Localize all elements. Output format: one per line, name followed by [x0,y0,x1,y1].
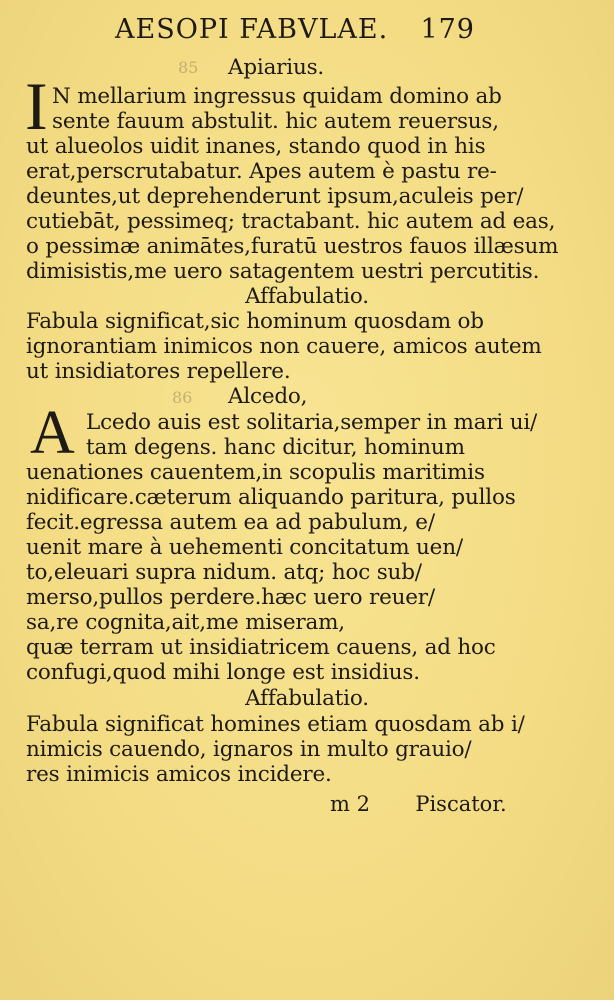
catchword: Piscator. [415,792,507,816]
fable-number-margin: 86 [172,388,193,407]
text-line: o pessimæ animātes,furatū uestros fauos illæsum [26,234,559,259]
text-line: cutiebāt, pessimeq; tractabant. hic autem ad eas, [26,209,556,234]
text-line: fecit.egressa autem ea ad pabulum, e/ [26,510,435,535]
text-line: to,eleuari supra nidum. atq; hoc sub/ [26,560,422,585]
text-line: nidificare.cæterum aliquando paritura, pullos [26,485,516,510]
moral-line: res inimicis amicos incidere. [26,762,332,787]
text-line: erat,perscrutabatur. Apes autem è pastu re- [26,159,497,184]
signature-mark [330,792,507,816]
text-line: confugi,quod mihi longe est insidius. [26,660,420,685]
moral-line: Fabula significat,sic hominum quosdam ob [26,309,484,334]
text-line: deuntes,ut deprehenderunt ipsum,aculeis per/ [26,184,524,209]
text-line: uenationes cauentem,in scopulis maritimis [26,460,485,485]
fable-title: Alcedo, [228,384,308,409]
fable-number-margin: 85 [178,58,199,77]
text-line: N mellarium ingressus quidam domino ab [52,84,502,109]
fable-title: Apiarius. [228,55,325,80]
text-line: sente fauum abstulit. hic autem reuersus, [52,109,499,134]
moral-line: ignorantiam inimicos non cauere, amicos autem [26,334,542,359]
moral-line: Fabula significat homines etiam quosdam ab i/ [26,712,525,737]
folio-number: 179 [420,14,475,45]
affabulatio-heading: Affabulatio. [245,686,369,711]
drop-cap: I [25,68,48,144]
signature-number: m 2 [330,792,370,816]
text-line: ut alueolos uidit inanes, stando quod in his [26,134,486,159]
moral-line: ut insidiatores repellere. [26,359,291,384]
moral-line: nimicis cauendo, ignaros in multo grauio/ [26,737,472,762]
text-line: merso,pullos perdere.hæc uero reuer/ [26,585,435,610]
text-line: Lcedo auis est solitaria,semper in mari ui/ [86,410,538,435]
affabulatio-heading: Affabulatio. [245,284,369,309]
page-header [115,14,475,48]
running-head: AESOPI FABVLAE. [115,14,389,45]
text-line: sa,re cognita,ait,me miseram, [26,610,345,635]
text-line: quæ terram ut insidiatricem cauens, ad hoc [26,635,496,660]
text-line: uenit mare à uehementi concitatum uen/ [26,535,463,560]
text-line: dimisistis,me uero satagentem uestri percutitis. [26,259,540,284]
drop-cap: A [30,399,75,467]
text-line: tam degens. hanc dicitur, hominum [86,435,465,460]
